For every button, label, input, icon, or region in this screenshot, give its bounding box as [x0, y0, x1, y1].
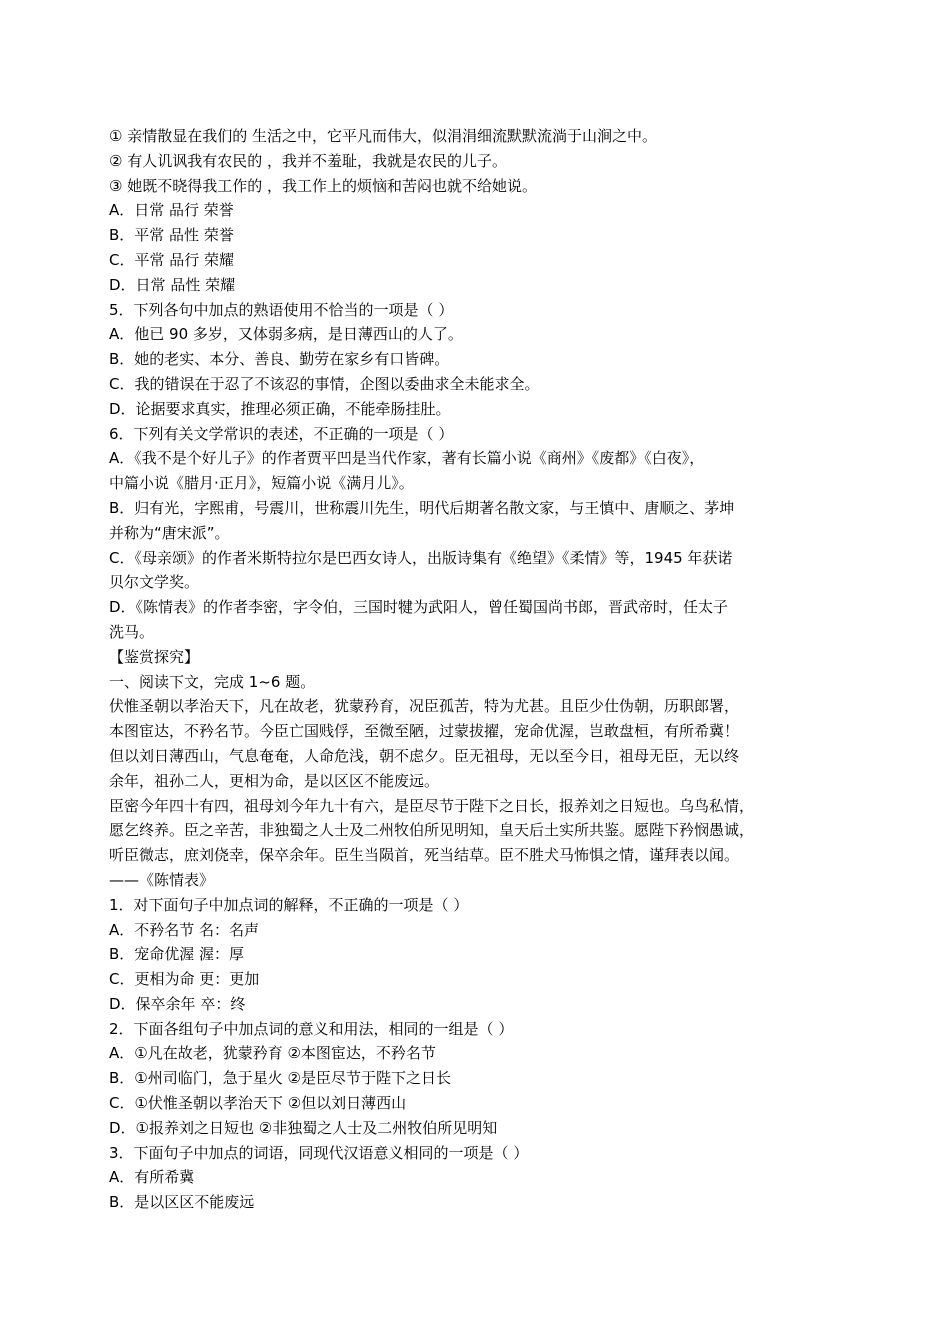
- q3-choice-b: B．是以区区不能废远: [109, 1193, 255, 1212]
- q5-choice-b: B．她的老实、本分、善良、勤劳在家乡有口皆碑。: [109, 350, 450, 369]
- q6-choice-b: B．归有光，字熙甫，号震川，世称震川先生，明代后期著名散文家，与王慎中、唐顺之、茅坤: [109, 498, 735, 517]
- q6-choice-a-cont: 中篇小说《腊月·正月》，短篇小说《满月儿》。: [109, 474, 414, 493]
- reading-instruction: 一、阅读下文，完成 1~6 题。: [109, 672, 316, 691]
- q5-choice-d: D．论据要求真实，推理必须正确，不能牵肠挂肚。: [109, 399, 451, 418]
- q6-choice-d-cont: 洗马。: [109, 622, 155, 641]
- q6-choice-a: A．《我不是个好儿子》的作者贾平凹是当代作家，著有长篇小说《商州》《废都》《白夜》，: [109, 449, 705, 468]
- section-heading: 【鉴赏探究】: [109, 647, 200, 666]
- question-6: 6．下列有关文学常识的表述，不正确的一项是（ ）: [109, 424, 454, 443]
- option-line-3: ③ 她既不晓得我工作的 ，我工作上的烦恼和苦闷也就不给她说。: [109, 176, 537, 195]
- q1-choice-d: D．保卒余年 卒：终: [109, 994, 246, 1013]
- passage-line-7: 听臣微志，庶刘侥幸，保卒余年。臣生当陨首，死当结草。臣不胜犬马怖惧之情，谨拜表以闻。: [109, 846, 740, 865]
- q2-choice-c: C．①伏惟圣朝以孝治天下 ②但以刘日薄西山: [109, 1094, 407, 1113]
- question-2: 2．下面各组句子中加点词的意义和用法，相同的一组是（ ）: [109, 1019, 514, 1038]
- question-3: 3．下面句子中加点的词语，同现代汉语意义相同的一项是（ ）: [109, 1143, 529, 1162]
- passage-line-4: 余年，祖孙二人，更相为命，是以区区不能废远。: [109, 771, 440, 790]
- document-page: [109, 124, 839, 1215]
- choice-c: C．平常 品行 荣耀: [109, 250, 235, 269]
- question-5: 5．下列各句中加点的熟语使用不恰当的一项是（ ）: [109, 300, 454, 319]
- passage-line-1: 伏惟圣朝以孝治天下，凡在故老，犹蒙矜育，况臣孤苦，特为尤甚。且臣少仕伪朝，历职郎署，: [109, 697, 740, 716]
- q2-choice-b: B．①州司临门，急于星火 ②是臣尽节于陛下之日长: [109, 1069, 451, 1088]
- q1-choice-a: A．不矜名节 名：名声: [109, 920, 260, 939]
- question-1: 1．对下面句子中加点词的解释，不正确的一项是（ ）: [109, 895, 469, 914]
- q6-choice-c: C．《母亲颂》的作者米斯特拉尔是巴西女诗人，出版诗集有《绝望》《柔情》等，1945 年获诺: [109, 548, 733, 567]
- q2-choice-a: A．①凡在故老，犹蒙矜育 ②本图宦达，不矜名节: [109, 1044, 436, 1063]
- option-line-2: ② 有人讥讽我有农民的 ，我并不羞耻，我就是农民的儿子。: [109, 151, 507, 170]
- q6-choice-d: D．《陈情表》的作者李密，字令伯，三国时犍为武阳人，曾任蜀国尚书郎，晋武帝时，任太子: [109, 598, 729, 617]
- q5-choice-c: C．我的错误在于忍了不该忍的事情，企图以委曲求全未能求全。: [109, 374, 540, 393]
- q6-choice-c-cont: 贝尔文学奖。: [109, 573, 200, 592]
- q2-choice-d: D．①报养刘之日短也 ②非独蜀之人士及二州牧伯所见明知: [109, 1118, 498, 1137]
- q1-choice-c: C．更相为命 更：更加: [109, 970, 260, 989]
- q1-choice-b: B．宠命优渥 渥：厚: [109, 945, 245, 964]
- choice-a: A．日常 品行 荣誉: [109, 201, 234, 220]
- q3-choice-a: A．有所希冀: [109, 1168, 195, 1187]
- q5-choice-a: A．他已 90 多岁，又体弱多病，是日薄西山的人了。: [109, 325, 463, 344]
- passage-line-2: 本图宦达，不矜名节。今臣亡国贱俘，至微至陋，过蒙拔擢，宠命优渥，岂敢盘桓，有所希冀！: [109, 722, 740, 741]
- passage-line-3: 但以刘日薄西山，气息奄奄，人命危浅，朝不虑夕。臣无祖母，无以至今日，祖母无臣，无以终: [109, 746, 740, 765]
- option-line-1: ① 亲情散显在我们的 生活之中，它平凡而伟大，似涓涓细流默默流淌于山涧之中。: [109, 127, 657, 145]
- choice-d: D．日常 品性 荣耀: [109, 275, 236, 294]
- q6-choice-b-cont: 并称为“唐宋派”。: [109, 523, 230, 542]
- passage-line-6: 愿乞终养。臣之辛苦，非独蜀之人士及二州牧伯所见明知，皇天后土实所共鉴。愿陛下矜悯愚诚，: [109, 821, 755, 840]
- passage-source: ——《陈情表》: [109, 870, 215, 889]
- passage-line-5: 臣密今年四十有四，祖母刘今年九十有六，是臣尽节于陛下之日长，报养刘之日短也。乌鸟私情，: [109, 796, 755, 815]
- choice-b: B．平常 品性 荣誉: [109, 226, 234, 245]
